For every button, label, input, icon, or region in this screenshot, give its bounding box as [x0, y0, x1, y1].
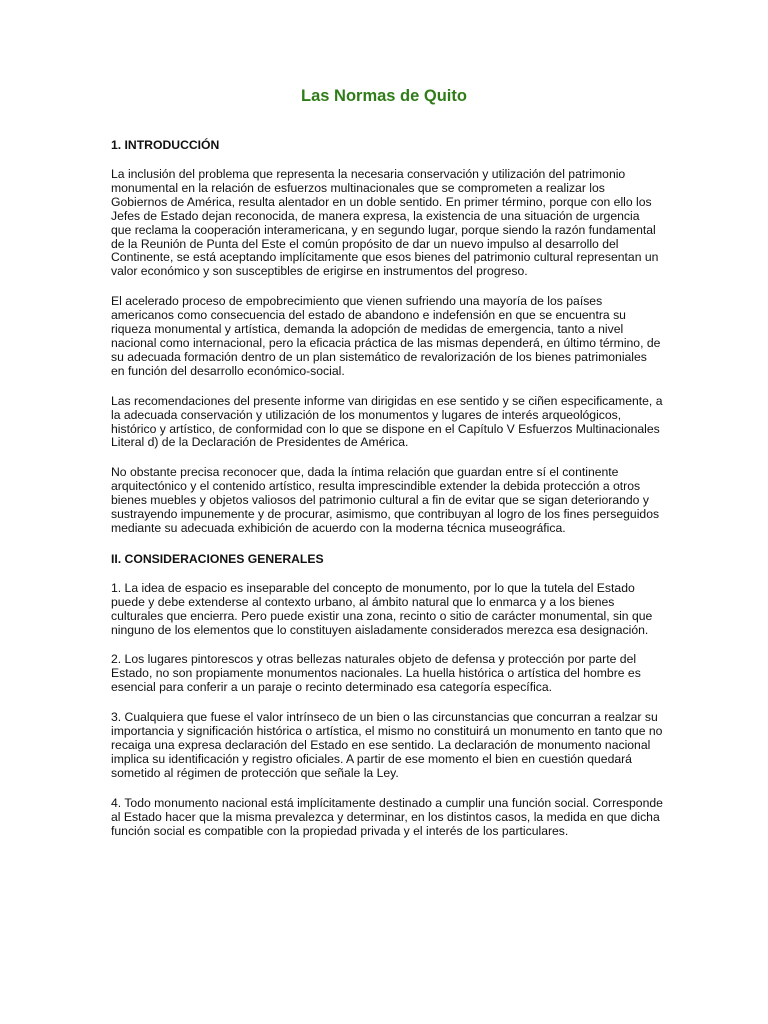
paragraph: 3. Cualquiera que fuese el valor intrínseco de un bien o las circunstancias que concurran a realzar su importancia y significación histórica o artística, el mismo no constituirá un monumento en tanto que no recaiga una expresa declaración del Estado en ese sentido. La declaración de monumento nacional implica su identificación y registro oficiales. A partir de ese momento el bien en cuestión quedará sometido al régimen de protección que señale la Ley.: [111, 710, 663, 780]
document-body: [111, 138, 663, 854]
paragraph: 1. La idea de espacio es inseparable del concepto de monumento, por lo que la tutela del Estado puede y debe extenderse al contexto urbano, al ámbito natural que lo enmarca y a los bienes culturales que encierra. Pero puede existir una zona, recinto o sitio de carácter monumental, sin que ninguno de los elementos que lo constituyen aisladamente considerados merezca esa designación.: [111, 580, 653, 637]
paragraph: 2. Los lugares pintorescos y otras bellezas naturales objeto de defensa y protección por parte del Estado, no son propiamente monumentos nacionales. La huella histórica o artística del hombre es esencial para conferir a un paraje o recinto determinado esa categoría específica.: [111, 652, 641, 695]
paragraph: Las recomendaciones del presente informe van dirigidas en ese sentido y se ciñen especificamente, a la adecuada conservación y utilización de los monumentos y lugares de interés arqueológicos, histórico y artístico, de conformidad con lo que se dispone en el Capítulo V Esfuerzos Multinacionales Literal d) de la Declaración de Presidentes de América.: [111, 393, 663, 450]
paragraph: La inclusión del problema que representa la necesaria conservación y utilización del patrimonio monumental en la relación de esfuerzos multinacionales que se comprometen a realizar los Gobiernos de América, resulta alentador en un doble sentido. En primer término, porque con ello los Jefes de Estado dejan reconocida, de manera expresa, la existencia de una situación de urgencia que reclama la cooperación interamericana, y en segundo lugar, porque siendo la razón fundamental de la Reunión de Punta del Este el común propósito de dar un nuevo impulso al desarrollo del Continente, se está aceptando implícitamente que esos bienes del patrimonio cultural representan un valor económico y son susceptibles de erigirse en instrumentos del progreso.: [111, 167, 659, 279]
section-heading: II. CONSIDERACIONES GENERALES: [111, 551, 324, 566]
section-introduccion: [111, 138, 663, 536]
section-heading: 1. INTRODUCCIÓN: [111, 138, 220, 152]
paragraph: El acelerado proceso de empobrecimiento que vienen sufriendo una mayoría de los países americanos como consecuencia del estado de abandono e indefensión en que se encuentra su riqueza monumental y artística, demanda la adopción de medidas de emergencia, tanto a nivel nacional como internacional, pero la eficacia práctica de las mismas dependerá, en último término, de su adecuada formación dentro de un plan sistemático de revalorización de los bienes patrimoniales en función del desarrollo económico-social.: [111, 294, 661, 378]
document-title: Las Normas de Quito: [301, 87, 467, 105]
paragraph: No obstante precisa reconocer que, dada la íntima relación que guardan entre sí el continente arquitectónico y el contenido artístico, resulta imprescindible extender la debida protección a otros bienes muebles y objetos valiosos del patrimonio cultural a fin de evitar que se sigan deteriorando y sustrayendo impunemente y de procurar, asimismo, que contribuyan al logro de los fines perseguidos mediante su adecuada exhibición de acuerdo con la moderna técnica museográfica.: [111, 465, 660, 535]
paragraph: 4. Todo monumento nacional está implícitamente destinado a cumplir una función social. Corresponde al Estado hacer que la misma prevalezca y determinar, en los distintos casos, la medida en que dicha función social es compatible con la propiedad privada y el interés de los particulares.: [111, 795, 663, 838]
section-consideraciones-generales: [111, 552, 663, 839]
